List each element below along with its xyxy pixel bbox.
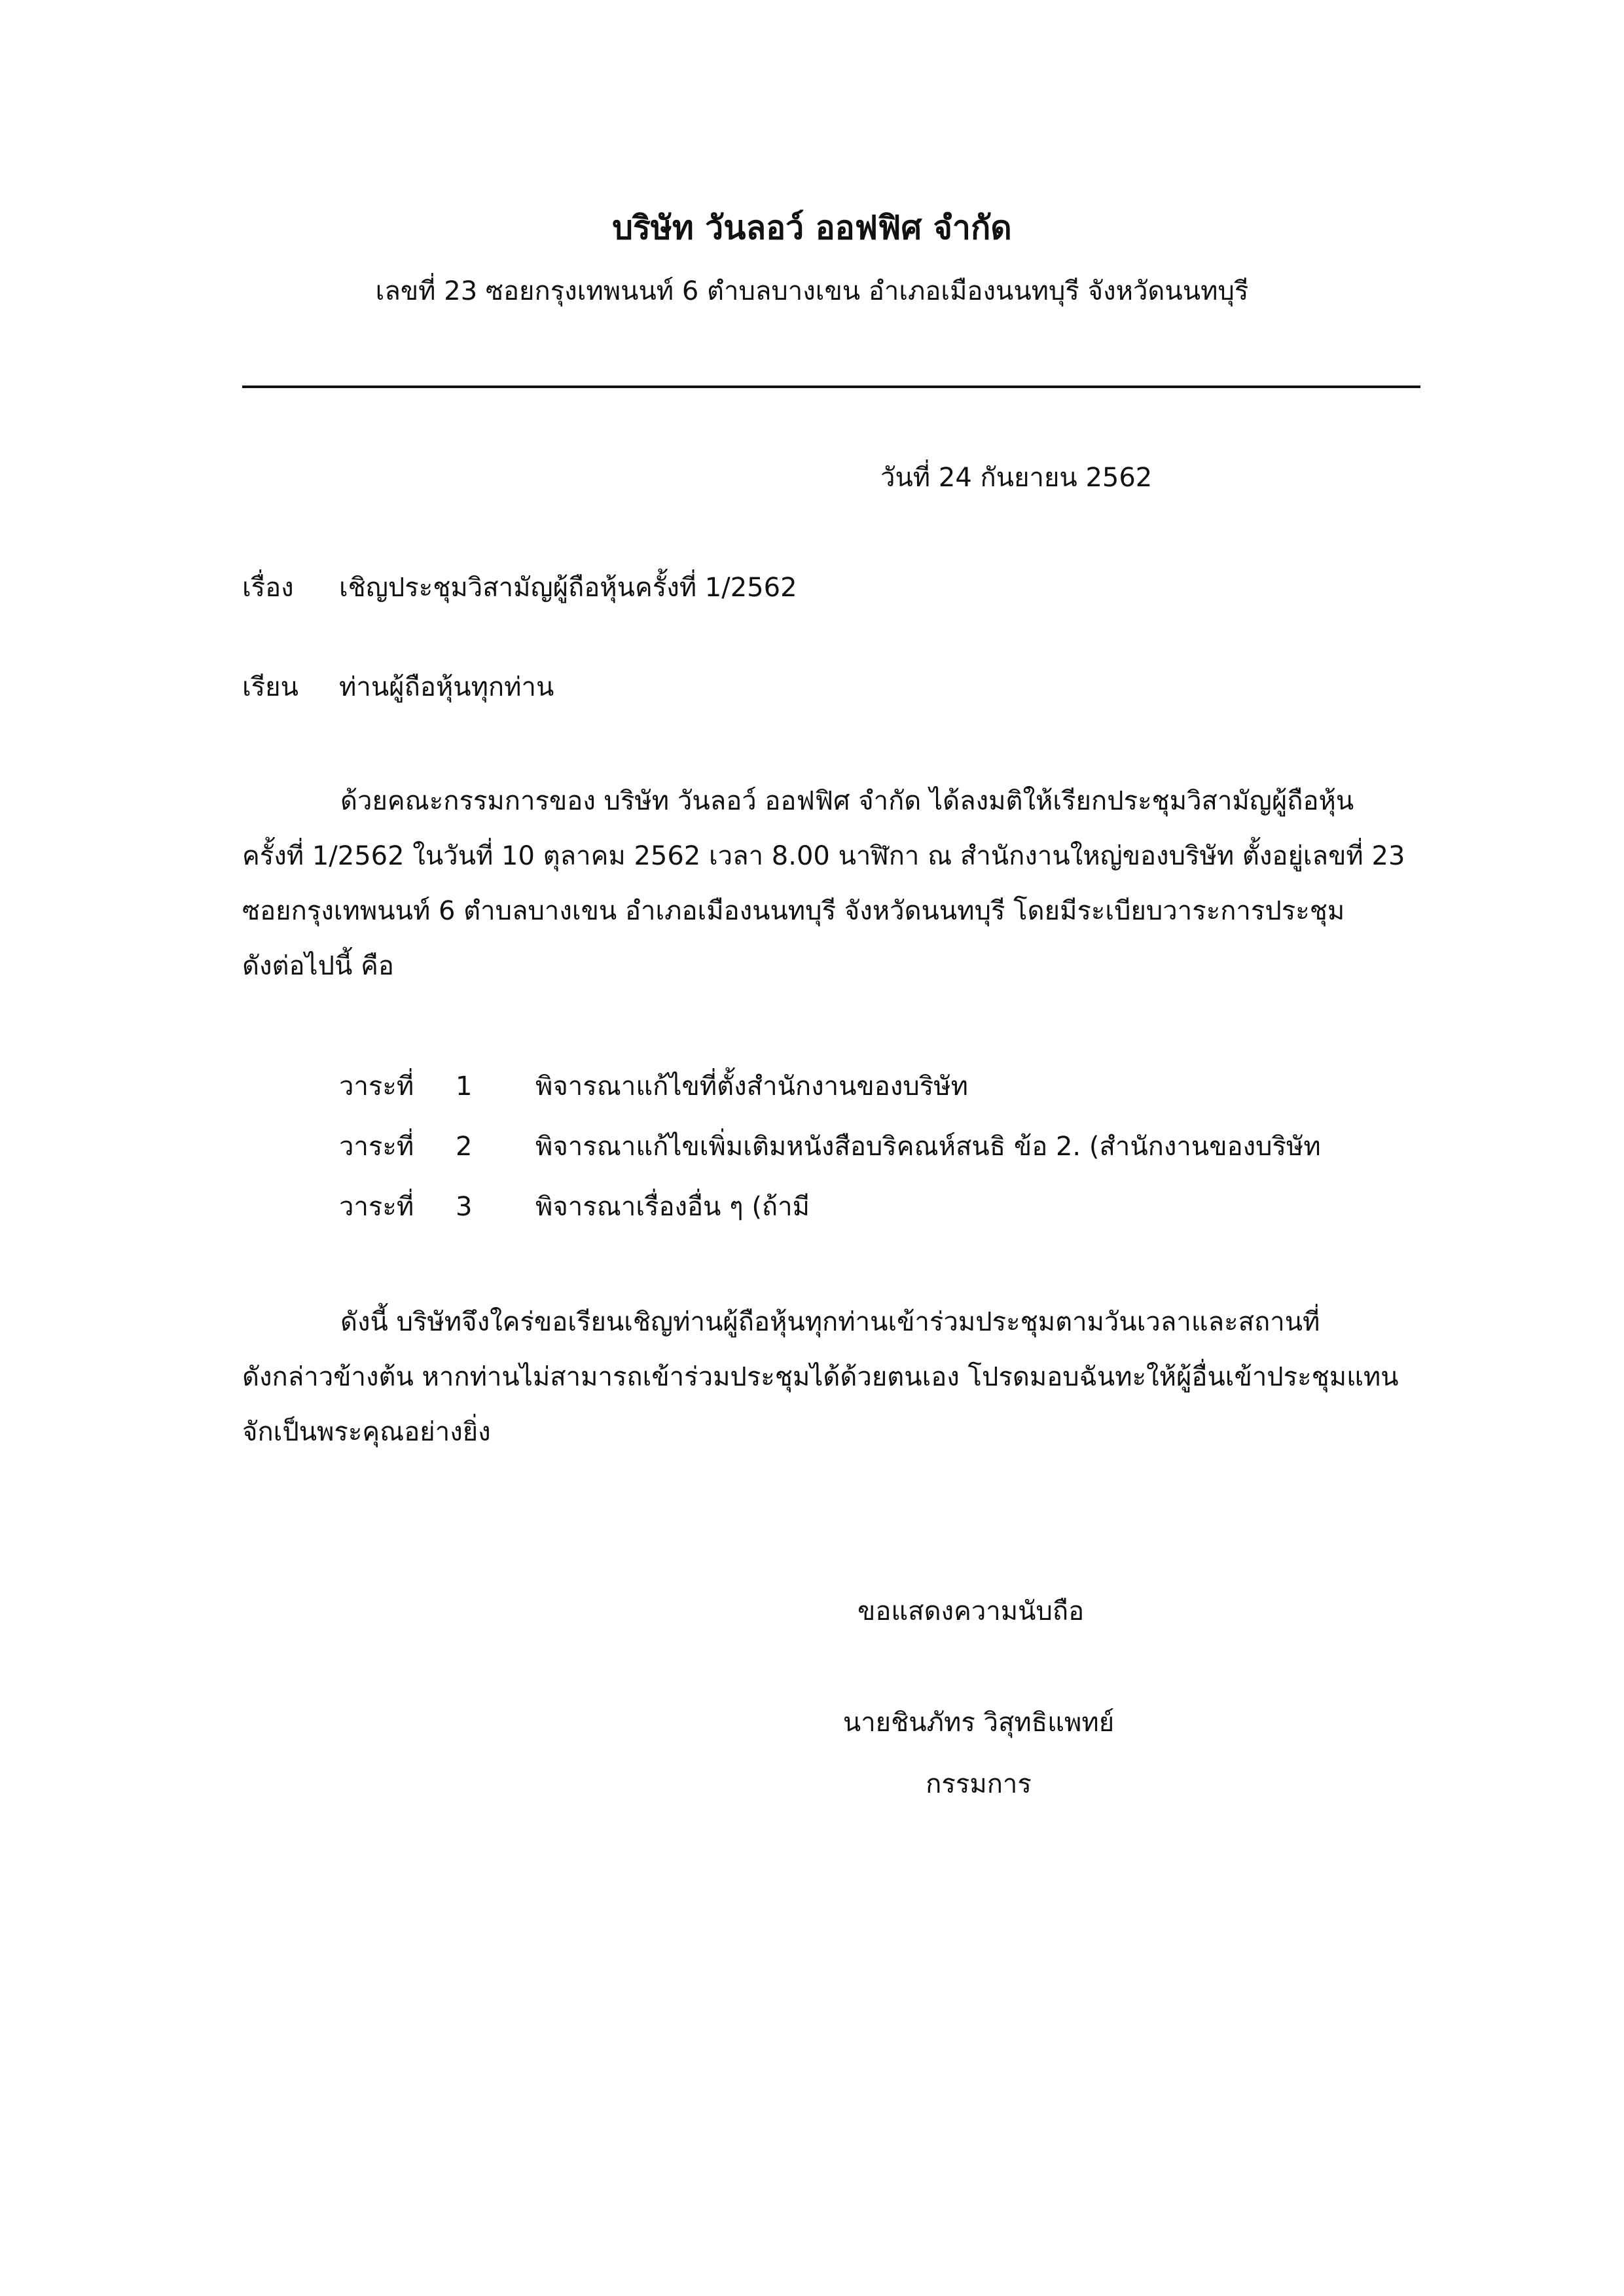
agenda-word: วาระที่ bbox=[339, 1192, 414, 1222]
paragraph-line: ดังนี้ บริษัทจึงใคร่ขอเรียนเชิญท่านผู้ถือหุ้นทุกท่านเข้าร่วมประชุมตามวันเวลาและสถานที่ bbox=[340, 1307, 1320, 1337]
agenda-number: 3 bbox=[456, 1192, 473, 1222]
subject-text: เชิญประชุมวิสามัญผู้ถือหุ้นครั้งที่ 1/2562 bbox=[339, 573, 797, 603]
closing-phrase: ขอแสดงความนับถือ bbox=[857, 1596, 1085, 1626]
paragraph-line: จักเป็นพระคุณอย่างยิ่ง bbox=[242, 1417, 491, 1447]
body-paragraph-1 bbox=[242, 774, 1420, 994]
agenda-word: วาระที่ bbox=[339, 1132, 414, 1162]
signer-title: กรรมการ bbox=[926, 1769, 1032, 1799]
agenda-text: พิจารณาแก้ไขเพิ่มเติมหนังสือบริคณห์สนธิ ข้อ 2. (สำนักงานของบริษัท bbox=[535, 1132, 1321, 1162]
paragraph-line: ด้วยคณะกรรมการของ บริษัท วันลอว์ ออฟฟิศ จำกัด ได้ลงมติให้เรียกประชุมวิสามัญผู้ถือหุ้น bbox=[340, 786, 1354, 816]
body-paragraph-2 bbox=[242, 1295, 1420, 1460]
agenda-number: 1 bbox=[456, 1071, 473, 1102]
header-divider bbox=[242, 386, 1420, 388]
signer-name: นายชินภัทร วิสุทธิแพทย์ bbox=[842, 1708, 1115, 1738]
agenda-text: พิจารณาแก้ไขที่ตั้งสำนักงานของบริษัท bbox=[535, 1071, 968, 1102]
agenda-text: พิจารณาเรื่องอื่น ๆ (ถ้ามี bbox=[535, 1192, 810, 1222]
agenda-word: วาระที่ bbox=[339, 1071, 414, 1102]
salutation-text: ท่านผู้ถือหุ้นทุกท่าน bbox=[339, 672, 554, 702]
subject-label: เรื่อง bbox=[242, 573, 294, 603]
paragraph-line: ซอยกรุงเทพนนท์ 6 ตำบลบางเขน อำเภอเมืองนนทบุรี จังหวัดนนทบุรี โดยมีระเบียบวาระการประชุม bbox=[242, 896, 1345, 926]
paragraph-line: ครั้งที่ 1/2562 ในวันที่ 10 ตุลาคม 2562 เวลา 8.00 นาฬิกา ณ สำนักงานใหญ่ของบริษัท ตั้งอยู่เลขที่ 23 bbox=[242, 841, 1405, 871]
letter-date: วันที่ 24 กันยายน 2562 bbox=[880, 463, 1153, 493]
agenda-number: 2 bbox=[456, 1132, 473, 1162]
paragraph-line: ดังกล่าวข้างต้น หากท่านไม่สามารถเข้าร่วมประชุมได้ด้วยตนเอง โปรดมอบฉันทะให้ผู้อื่นเข้าประชุมแทน bbox=[242, 1362, 1399, 1392]
company-name: บริษัท วันลอว์ ออฟฟิศ จำกัด bbox=[612, 209, 1012, 247]
salutation-label: เรียน bbox=[242, 672, 298, 702]
paragraph-line: ดังต่อไปนี้ คือ bbox=[242, 951, 394, 981]
company-address: เลขที่ 23 ซอยกรุงเทพนนท์ 6 ตำบลบางเขน อำเภอเมืองนนทบุรี จังหวัดนนทบุรี bbox=[375, 276, 1249, 306]
